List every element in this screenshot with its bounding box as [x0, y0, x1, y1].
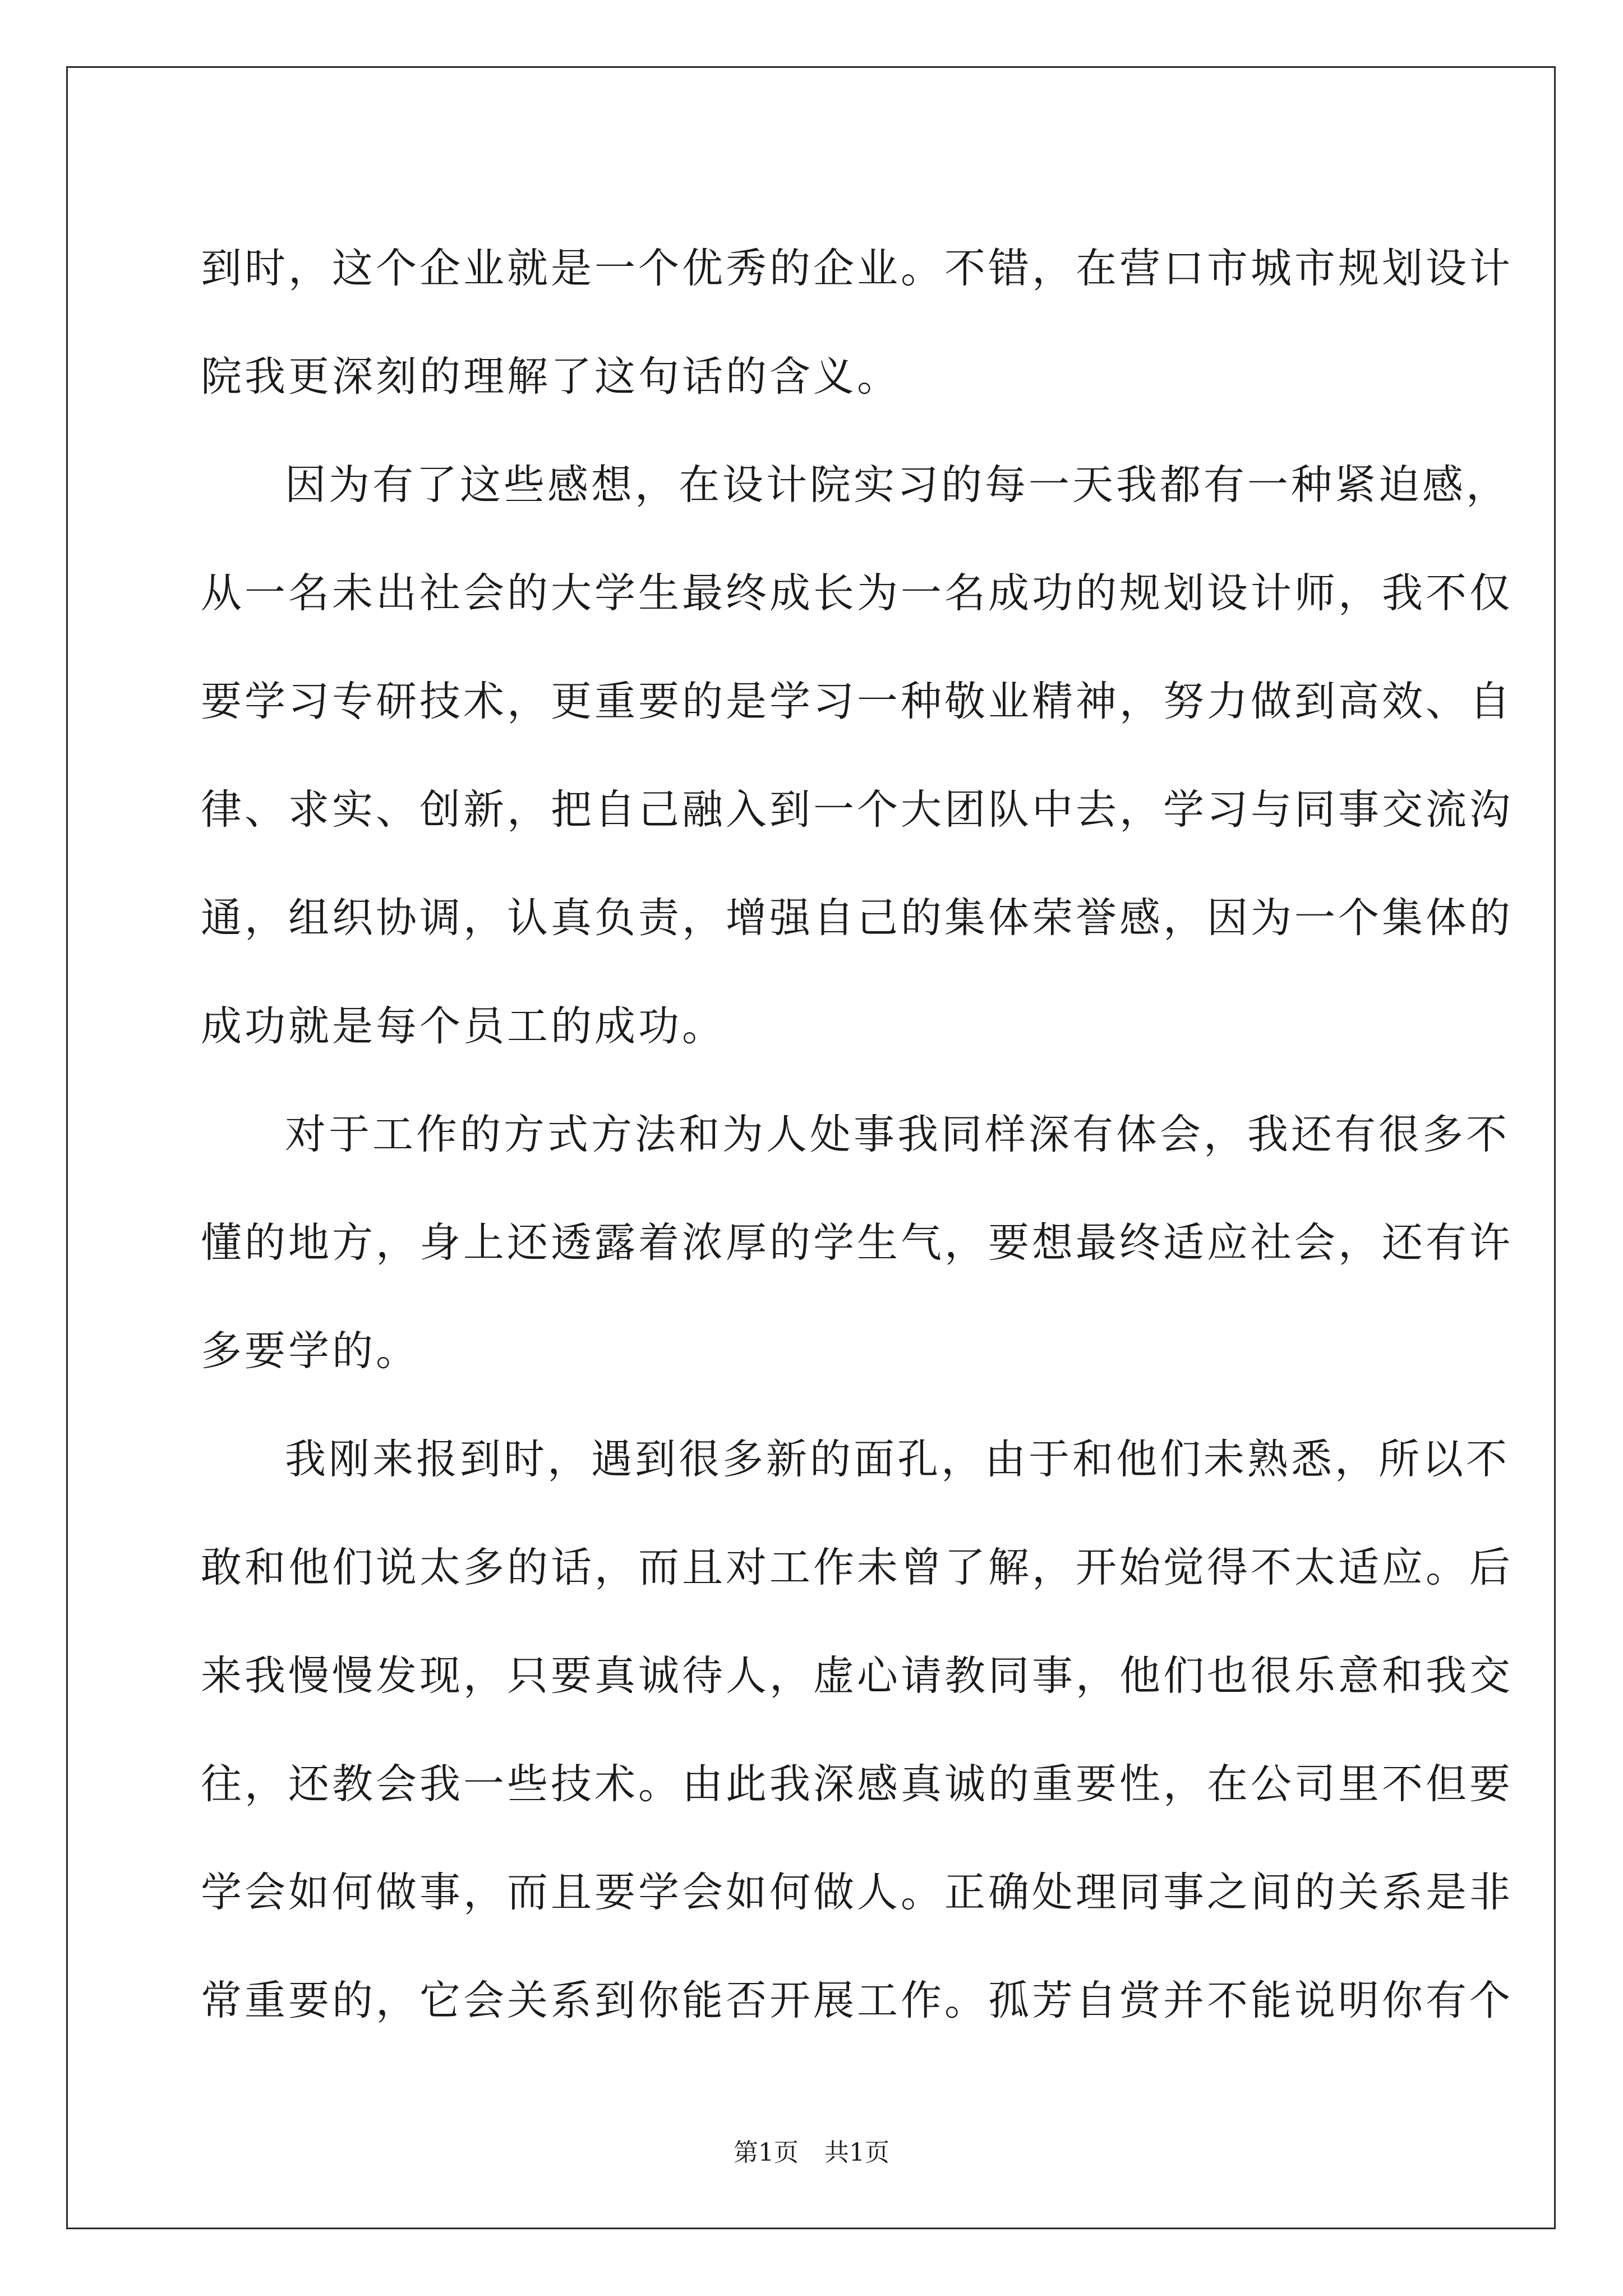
- paragraph-line: 从一名未出社会的大学生最终成长为一名成功的规划设计师，我不仅: [201, 569, 1513, 617]
- paragraph-line: 敢和他们说太多的话，而且对工作未曾了解，开始觉得不太适应。后: [201, 1544, 1513, 1591]
- paragraph-line: 多要学的。: [201, 1327, 419, 1375]
- paragraph-line: 律、求实、创新，把自己融入到一个大团队中去，学习与同事交流沟: [201, 786, 1513, 834]
- paragraph-line: 对于工作的方式方法和为人处事我同样深有体会，我还有很多不: [285, 1111, 1510, 1158]
- paragraph-line: 常重要的，它会关系到你能否开展工作。孤芳自赏并不能说明你有个: [201, 1977, 1513, 2024]
- paragraph-line: 来我慢慢发现，只要真诚待人，虚心请教同事，他们也很乐意和我交: [201, 1652, 1513, 1700]
- page-total: 共1页: [824, 2138, 889, 2167]
- document-body: [201, 214, 1513, 2055]
- paragraph-line: 懂的地方，身上还透露着浓厚的学生气，要想最终适应社会，还有许: [201, 1219, 1513, 1267]
- paragraph-line: 往，还教会我一些技术。由此我深感真诚的重要性，在公司里不但要: [201, 1760, 1513, 1808]
- paragraph-line: 因为有了这些感想，在设计院实习的每一天我都有一种紧迫感，: [285, 461, 1510, 509]
- page-number: 第1页: [734, 2138, 799, 2167]
- paragraph-line: 我刚来报到时，遇到很多新的面孔，由于和他们未熟悉，所以不: [285, 1435, 1510, 1483]
- page-footer: [0, 2136, 1623, 2170]
- paragraph-line: 要学习专研技术，更重要的是学习一种敬业精神，努力做到高效、自: [201, 678, 1513, 725]
- paragraph-line: 学会如何做事，而且要学会如何做人。正确处理同事之间的关系是非: [201, 1869, 1513, 1916]
- paragraph-line: 院我更深刻的理解了这句话的含义。: [201, 353, 901, 401]
- paragraph-line: 到时，这个企业就是一个优秀的企业。不错，在营口市城市规划设计: [201, 245, 1513, 292]
- paragraph-line: 成功就是每个员工的成功。: [201, 1002, 726, 1050]
- paragraph-line: 通，组织协调，认真负责，增强自己的集体荣誉感，因为一个集体的: [201, 894, 1513, 942]
